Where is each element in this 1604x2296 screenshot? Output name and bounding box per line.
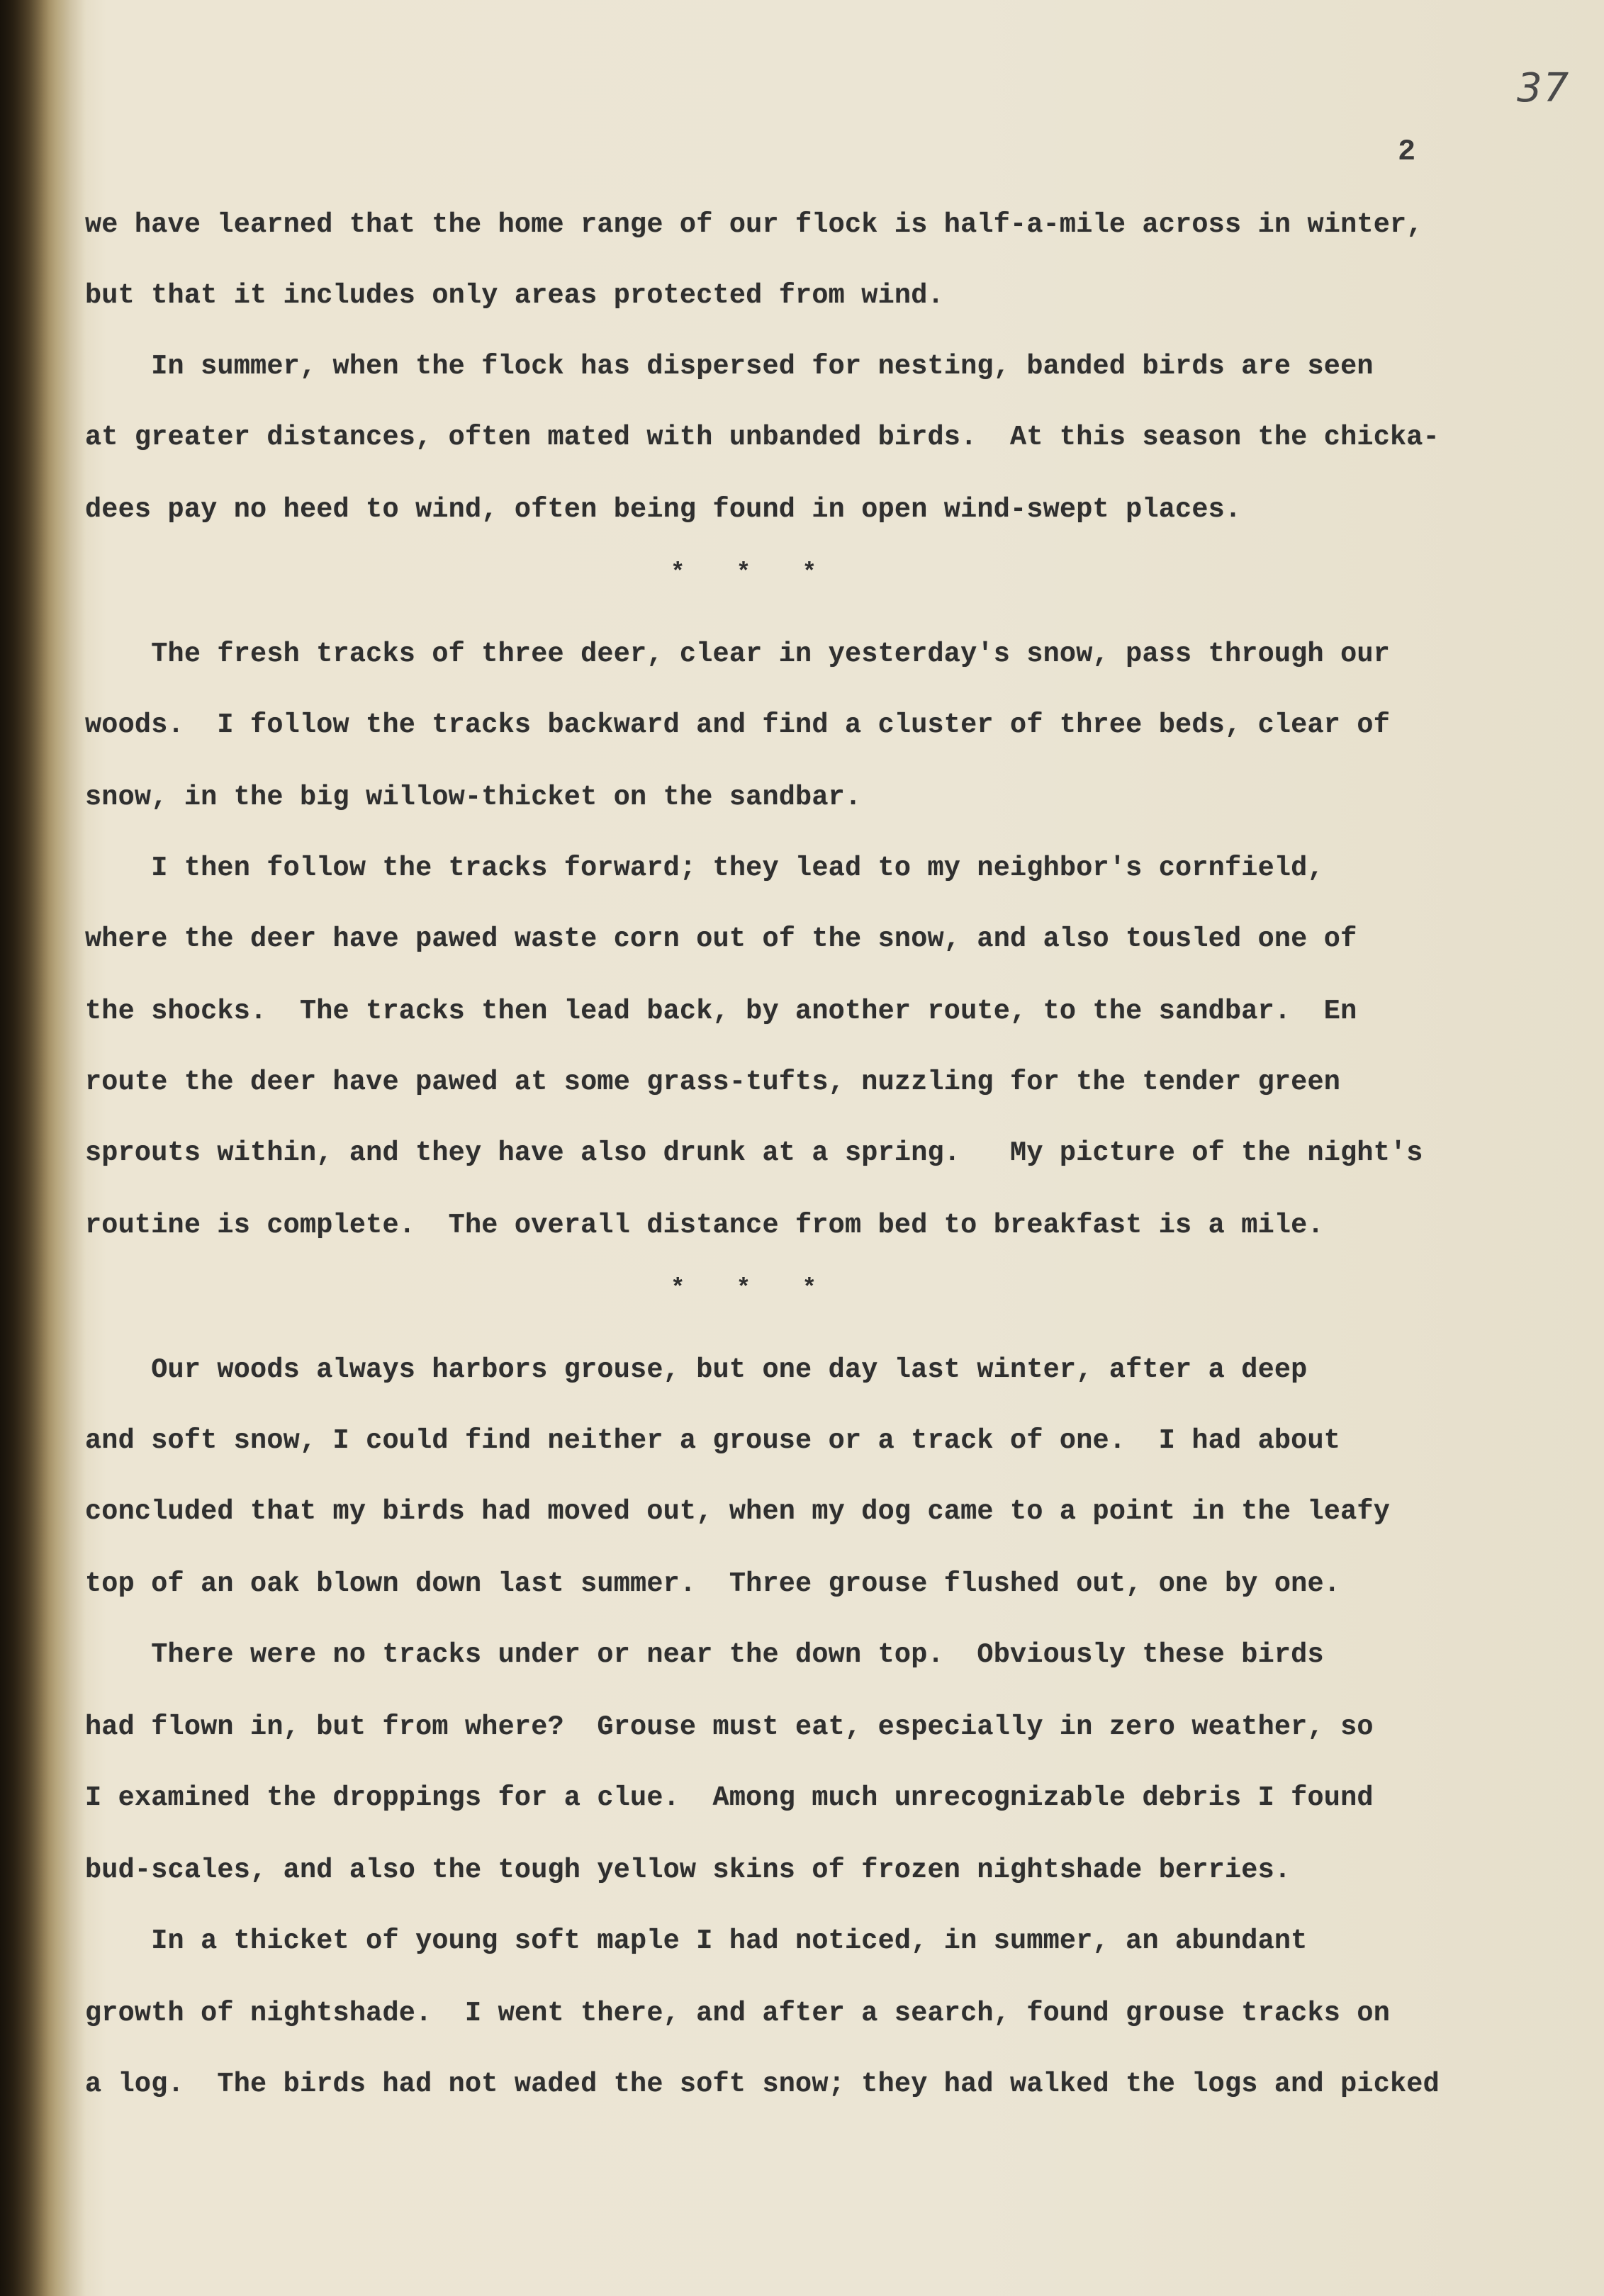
text-line: dees pay no heed to wind, often being found in open wind-swept places.	[85, 494, 1242, 525]
text-line: Our woods always harbors grouse, but one day last winter, after a deep	[85, 1354, 1308, 1385]
binding-gutter	[0, 0, 85, 2296]
text-line: a log. The birds had not waded the soft snow; they had walked the logs and picked	[85, 2069, 1440, 2100]
text-line: concluded that my birds had moved out, when my dog came to a point in the leafy	[85, 1496, 1390, 1527]
text-line: and soft snow, I could find neither a grouse or a track of one. I had about	[85, 1425, 1341, 1456]
text-line: we have learned that the home range of our flock is half-a-mile across in winter,	[85, 209, 1423, 240]
text-line: at greater distances, often mated with unbanded birds. At this season the chicka-	[85, 422, 1440, 453]
text-line: the shocks. The tracks then lead back, by another route, to the sandbar. En	[85, 996, 1357, 1027]
text-line: top of an oak blown down last summer. Three grouse flushed out, one by one.	[85, 1568, 1341, 1599]
text-line: growth of nightshade. I went there, and after a search, found grouse tracks on	[85, 1998, 1390, 2029]
text-line: I then follow the tracks forward; they lead to my neighbor's cornfield,	[85, 852, 1324, 884]
text-line: In a thicket of young soft maple I had noticed, in summer, an abundant	[85, 1925, 1308, 1957]
text-line: but that it includes only areas protected from wind.	[85, 280, 944, 311]
text-line: I examined the droppings for a clue. Among much unrecognizable debris I found	[85, 1782, 1374, 1813]
page-number: 2	[1398, 135, 1416, 169]
text-line: The fresh tracks of three deer, clear in yesterday's snow, pass through our	[85, 638, 1390, 670]
text-line: where the deer have pawed waste corn out of the snow, and also tousled one of	[85, 923, 1357, 955]
section-divider: * * *	[671, 560, 836, 587]
text-line: There were no tracks under or near the down top. Obviously these birds	[85, 1639, 1324, 1670]
text-line: snow, in the big willow-thicket on the sandbar.	[85, 782, 862, 813]
text-line: route the deer have pawed at some grass-tufts, nuzzling for the tender green	[85, 1067, 1341, 1098]
text-line: bud-scales, and also the tough yellow skins of frozen nightshade berries.	[85, 1855, 1291, 1886]
text-line: In summer, when the flock has dispersed for nesting, banded birds are seen	[85, 351, 1374, 382]
text-line: woods. I follow the tracks backward and find a cluster of three beds, clear of	[85, 709, 1390, 741]
folio-mark: 37	[1517, 65, 1571, 111]
text-line: routine is complete. The overall distance from bed to breakfast is a mile.	[85, 1210, 1324, 1241]
text-line: had flown in, but from where? Grouse must eat, especially in zero weather, so	[85, 1711, 1374, 1743]
section-divider: * * *	[671, 1276, 836, 1302]
text-line: sprouts within, and they have also drunk at a spring. My picture of the night's	[85, 1137, 1423, 1169]
